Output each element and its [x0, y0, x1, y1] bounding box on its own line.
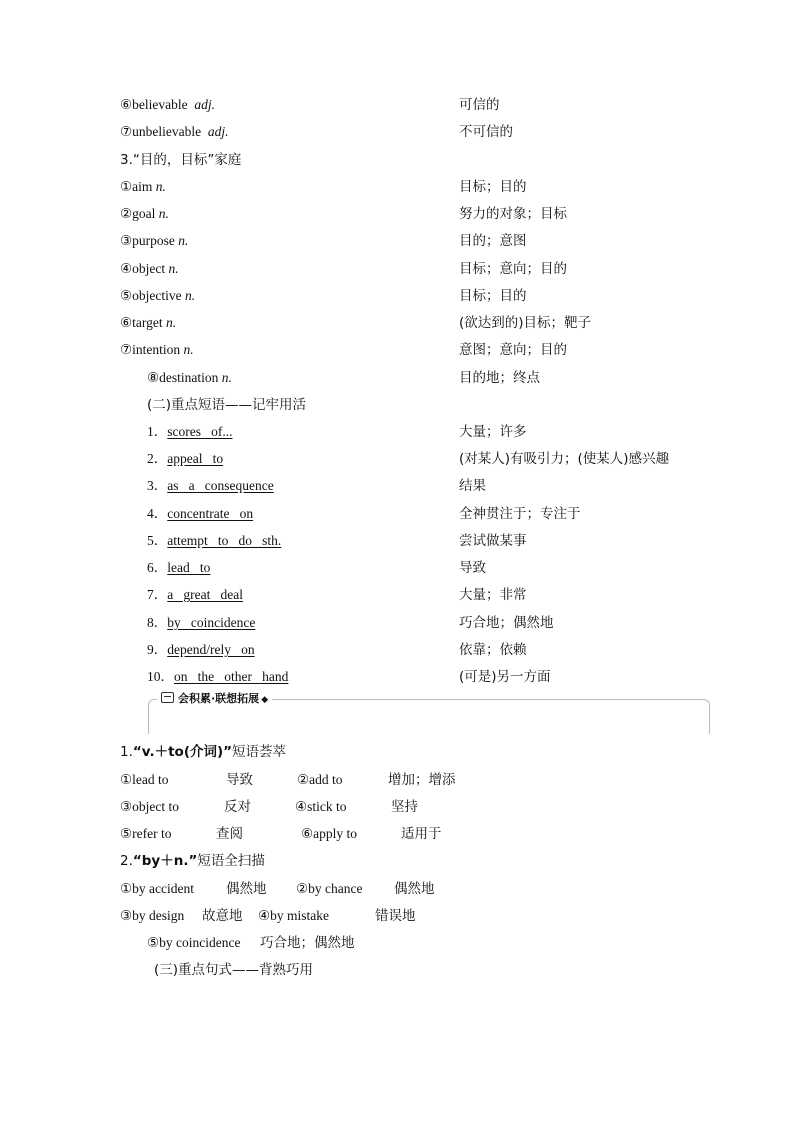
phrase-item: 9．depend/rely on	[147, 642, 255, 657]
phrase-meaning: (对某人)有吸引力；(使某人)感兴趣	[459, 451, 670, 467]
phrase-meaning: 全神贯注于；专注于	[459, 506, 581, 522]
phrase-meaning: 大量；非常	[459, 587, 527, 603]
sentences-title: (三)重点句式——背熟巧用	[154, 962, 314, 978]
word-unbelievable-meaning: 不可信的	[459, 124, 513, 140]
ext1-meaning: 反对	[224, 799, 251, 815]
ext1-meaning: 查阅	[216, 826, 243, 842]
ext2-item: ④by mistake	[258, 908, 329, 923]
phrases-title: (二)重点短语——记牢用活	[147, 397, 307, 413]
ext1-meaning: 适用于	[401, 826, 442, 842]
word-intention: ⑦intention n.	[120, 342, 194, 357]
phrase-meaning: 大量；许多	[459, 424, 527, 440]
ext2-title: 2.“by＋n.”短语全扫描	[120, 853, 265, 869]
phrase-item: 1．scores of...	[147, 424, 233, 439]
ext2-meaning: 错误地	[375, 908, 416, 924]
phrase-item: 10．on the other hand	[147, 669, 289, 684]
ext2-meaning: 偶然地	[226, 881, 267, 897]
word-believable-meaning: 可信的	[459, 97, 500, 113]
word-purpose-meaning: 目的；意图	[459, 233, 527, 249]
phrase-item: 5．attempt to do sth.	[147, 533, 282, 548]
phrase-meaning: 尝试做某事	[459, 533, 527, 549]
phrase-meaning: 结果	[459, 478, 486, 494]
phrase-item: 6．lead to	[147, 560, 211, 575]
word-destination: ⑧destination n.	[147, 370, 232, 385]
word-intention-meaning: 意图；意向；目的	[459, 342, 567, 358]
word-purpose: ③purpose n.	[120, 233, 189, 248]
phrase-meaning: 导致	[459, 560, 486, 576]
phrase-item: 8．by coincidence	[147, 615, 256, 630]
ext2-item: ⑤by coincidence	[147, 935, 241, 950]
ext2-item: ①by accident	[120, 881, 194, 896]
ext2-meaning: 巧合地；偶然地	[260, 935, 355, 951]
ext2-meaning: 故意地	[202, 908, 243, 924]
ext1-item: ④stick to	[295, 799, 347, 814]
note-icon	[161, 692, 174, 703]
phrase-meaning: 依靠；依赖	[459, 642, 527, 658]
ext1-item: ②add to	[297, 772, 343, 787]
phrase-item: 4．concentrate on	[147, 506, 254, 521]
phrase-item: 3．as a consequence	[147, 478, 274, 493]
ext1-item: ③object to	[120, 799, 179, 814]
phrase-item: 2．appeal to	[147, 451, 224, 466]
word-object-meaning: 目标；意向；目的	[459, 261, 567, 277]
word-goal: ②goal n.	[120, 206, 169, 221]
ext1-meaning: 增加；增添	[388, 772, 456, 788]
word-goal-meaning: 努力的对象；目标	[459, 206, 567, 222]
word-object: ④object n.	[120, 261, 179, 276]
ext2-item: ③by design	[120, 908, 185, 923]
word-believable: ⑥believable adj.	[120, 97, 215, 112]
ext1-item: ⑥apply to	[301, 826, 357, 841]
accumulate-box	[148, 692, 710, 734]
phrase-meaning: 巧合地；偶然地	[459, 615, 554, 631]
ext1-meaning: 导致	[226, 772, 253, 788]
word-target-meaning: (欲达到的)目标；靶子	[459, 315, 592, 331]
phrase-item: 7．a great deal	[147, 587, 243, 602]
ext1-title: 1.“v.＋to(介词)”短语荟萃	[120, 744, 287, 760]
ext1-item: ①lead to	[120, 772, 169, 787]
word-destination-meaning: 目的地；终点	[459, 370, 540, 386]
word-aim: ①aim n.	[120, 179, 166, 194]
phrase-meaning: (可是)另一方面	[459, 669, 551, 685]
section3-title: 3.“目的，目标”家庭	[120, 152, 242, 168]
word-target: ⑥target n.	[120, 315, 177, 330]
word-unbelievable: ⑦unbelievable adj.	[120, 124, 229, 139]
word-objective: ⑤objective n.	[120, 288, 196, 303]
ext1-item: ⑤refer to	[120, 826, 172, 841]
ext1-meaning: 坚持	[391, 799, 418, 815]
ext2-meaning: 偶然地	[394, 881, 435, 897]
box-label: 会积累·联想拓展 ◆	[157, 691, 272, 708]
word-objective-meaning: 目标；目的	[459, 288, 527, 304]
ext2-item: ②by chance	[296, 881, 363, 896]
word-aim-meaning: 目标；目的	[459, 179, 527, 195]
